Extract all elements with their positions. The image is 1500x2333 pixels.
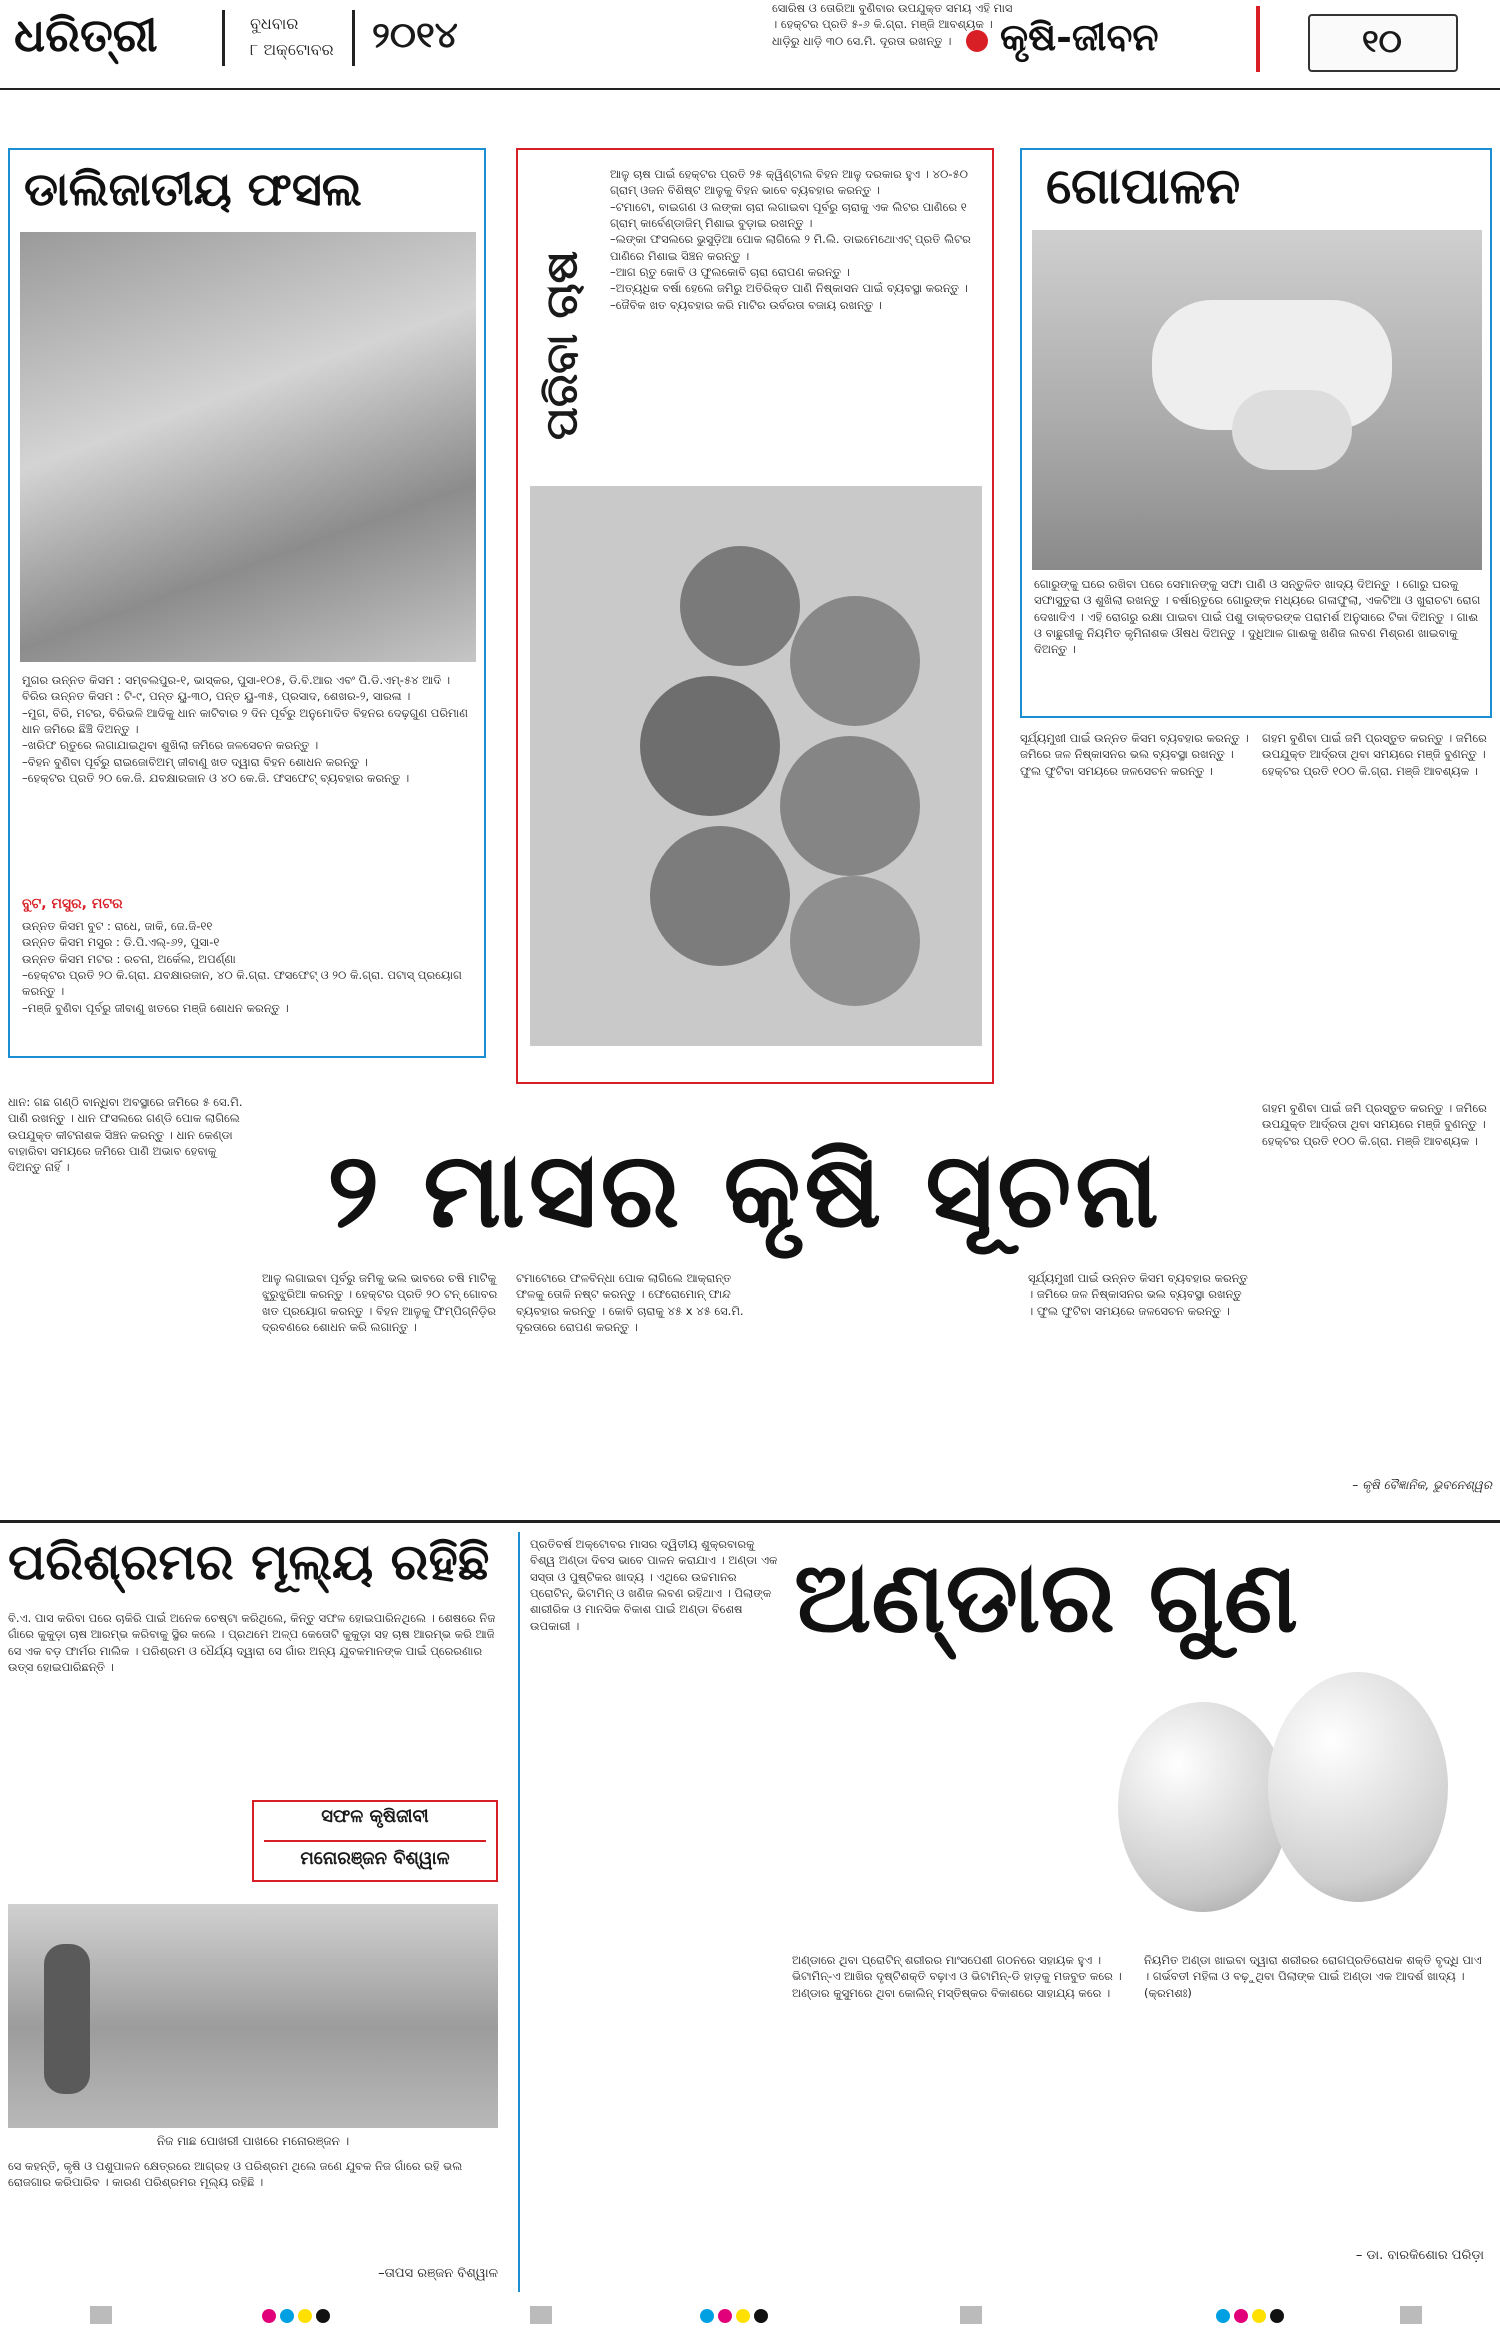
egg-body-2: ଅଣ୍ଡାରେ ଥିବା ପ୍ରୋଟିନ୍ ଶରୀରର ମାଂସପେଶୀ ଗଠନରେ ସହାୟକ ହୁଏ । ଭିଟାମିନ୍-ଏ ଆଖିର ଦୃଷ୍ଟିଶକ୍ତି ବଢ଼ାଏ ଓ ଭିଟାମିନ୍-ଡି ହାଡ଼କୁ ମଜବୁତ କରେ । ଅଣ୍ଡାର କୁସୁମରେ ଥିବା କୋଲିନ୍ ମସ୍ତିଷ୍କର ବିକାଶରେ ସାହାଯ୍ୟ କରେ । — [792, 1953, 1126, 2000]
masthead-date: ୮ ଅକ୍ଟୋବର — [250, 40, 334, 59]
banner-headline: ୨ ମାସର କୃଷି ସୂଚନା — [327, 1128, 1163, 1251]
pulse-article — [8, 148, 486, 1058]
labor-title: ପରିଶ୍ରମର ମୂଲ୍ୟ ରହିଛି — [8, 1532, 490, 1591]
info-col-1: ଧାନ: ଗଛ ଗଣ୍ଠି ବାନ୍ଧିବା ଅବସ୍ଥାରେ ଜମିରେ ୫ ସେ.ମି. ପାଣି ରଖନ୍ତୁ । ଧାନ ଫସଲରେ ଗଣ୍ଡି ପୋକ ଲାଗିଲେ ଉପଯୁକ୍ତ କୀଟନାଶକ ସିଞ୍ଚନ କରନ୍ତୁ । ଧାନ କେଣ୍ଡା ବାହାରିବା ସମୟରେ ଜମିରେ ପାଣି ଅଭାବ ହେବାକୁ ଦିଅନ୍ତୁ ନାହିଁ । — [8, 1095, 247, 1175]
info-col-5: ସୂର୍ଯ୍ୟମୁଖୀ ପାଇଁ ଉନ୍ନତ କିସମ ବ୍ୟବହାର କରନ୍ତୁ । ଜମିରେ ଜଳ ନିଷ୍କାସନର ଭଲ ବ୍ୟବସ୍ଥା ରଖନ୍ତୁ । ଫୁଲ ଫୁଟିବା ସମୟରେ ଜଳସେଚନ କରନ୍ତୁ । — [1020, 731, 1253, 778]
farmer-photo — [8, 1904, 498, 2128]
labor-article — [8, 1532, 508, 2292]
egg-article — [518, 1532, 1492, 2292]
pulse-subhead: ବୁଟ, ମସୁର, ମଟର — [22, 896, 123, 912]
cattle-article — [1020, 148, 1492, 718]
labor-credit: –ତାପସ ରଞ୍ଜନ ବିଶ୍ୱାଳ — [378, 2266, 498, 2281]
cattle-title: ଗୋପାଳନ — [1046, 156, 1241, 215]
farmer-name: ମନୋରଞ୍ଜନ ବିଶ୍ୱାଳ — [300, 1848, 450, 1869]
pulse-title: ଡାଲିଜାତୀୟ ଫସଲ — [24, 162, 362, 216]
egg-credit: – ଡା. ବାରକିଶୋର ପରିଡ଼ା — [1355, 2248, 1484, 2263]
farmer-photo-caption: ନିଜ ମାଛ ପୋଖରୀ ପାଖରେ ମନୋରଞ୍ଜନ । — [156, 2134, 350, 2148]
vegetable-body: ଆଳୁ ଚାଷ ପାଇଁ ହେକ୍ଟର ପ୍ରତି ୨୫ କ୍ୱିଣ୍ଟାଲ ବିହନ ଆଳୁ ଦରକାର ହୁଏ । ୪୦-୫୦ ଗ୍ରାମ୍ ଓଜନ ବିଶିଷ୍ଟ ଆଳୁକୁ ବିହନ ଭାବେ ବ୍ୟବହାର କରନ୍ତୁ । –ଟମାଟୋ, ବାଇଗଣ ଓ ଲଙ୍କା ଚାରା ଲଗାଇବା ପୂର୍ବରୁ ଚାରାକୁ ଏକ ଲିଟର ପାଣିରେ ୧ ଗ୍ରାମ୍ କାର୍ବେଣ୍ଡାଜିମ୍ ମିଶାଇ ବୁଡ଼ାଇ ରଖନ୍ତୁ । –ଲଙ୍କା ଫସଲରେ ଭୁସୁଡ଼ିଆ ପୋକ ଲାଗିଲେ ୨ ମି.ଲି. ଡାଇମେଥୋଏଟ୍ ପ୍ରତି ଲିଟର ପାଣିରେ ମିଶାଇ ସିଞ୍ଚନ କରନ୍ତୁ । –ଆଗ ଋତୁ କୋବି ଓ ଫୁଲକୋବି ଚାରା ରୋପଣ କରନ୍ତୁ । –ଅତ୍ୟଧିକ ବର୍ଷା ହେଲେ ଜମିରୁ ଅତିରିକ୍ତ ପାଣି ନିଷ୍କାସନ ପାଇଁ ବ୍ୟବସ୍ଥା କରନ୍ତୁ । –ଜୈବିକ ଖତ ବ୍ୟବହାର କରି ମାଟିର ଉର୍ବରତା ବଜାୟ ରଖନ୍ତୁ । — [610, 167, 971, 312]
info-credit: – କୃଷି ବୈଜ୍ଞାନିକ, ଭୁବନେଶ୍ୱର — [1352, 1478, 1492, 1492]
registration-marks — [0, 2300, 1500, 2330]
section-name: କୃଷି-ଜୀବନ — [1000, 14, 1159, 59]
info-col-4: ସୋରିଷ ଓ ତୋରିଆ ବୁଣିବାର ଉପଯୁକ୍ତ ସମୟ ଏହି ମାସ । ହେକ୍ଟର ପ୍ରତି ୫-୬ କି.ଗ୍ରା. ମଞ୍ଜି ଆବଶ୍ୟକ । ଧାଡ଼ିରୁ ଧାଡ଼ି ୩୦ ସେ.ମି. ଦୂରତା ରଖନ୍ତୁ । — [772, 1, 1016, 48]
egg-photo — [1098, 1662, 1478, 1912]
info-col-6b: ଗହମ ବୁଣିବା ପାଇଁ ଜମି ପ୍ରସ୍ତୁତ କରନ୍ତୁ । ଜମିରେ ଉପଯୁକ୍ତ ଆର୍ଦ୍ରତା ଥିବା ସମୟରେ ମଞ୍ଜି ବୁଣନ୍ତୁ । ହେକ୍ଟର ପ୍ରତି ୧୦୦ କି.ଗ୍ରା. ମଞ୍ଜି ଆବଶ୍ୟକ । — [1262, 1101, 1491, 1148]
farmer-box — [252, 1800, 498, 1882]
info-col-2: ଆଳୁ ଲଗାଇବା ପୂର୍ବରୁ ଜମିକୁ ଭଲ ଭାବରେ ଚଷି ମାଟିକୁ ଝୁରୁଝୁରିଆ କରନ୍ତୁ । ହେକ୍ଟର ପ୍ରତି ୨୦ ଟନ୍ ଗୋବର ଖତ ପ୍ରୟୋଗ କରନ୍ତୁ । ବିହନ ଆଳୁକୁ ଫିମ୍ପିଗ୍ନିଡ଼ିର ଦ୍ରବଣରେ ଶୋଧନ କରି ଲଗାନ୍ତୁ । — [262, 1271, 501, 1334]
farmer-box-label: ସଫଳ କୃଷିଜୀବୀ — [321, 1806, 429, 1827]
paper-name: ଧରିତ୍ରୀ — [14, 8, 158, 62]
masthead-day: ବୁଧବାର — [250, 14, 299, 33]
masthead-year: ୨୦୧୪ — [372, 14, 458, 56]
egg-body: ପ୍ରତିବର୍ଷ ଅକ୍ଟୋବର ମାସର ଦ୍ୱିତୀୟ ଶୁକ୍ରବାରକୁ ବିଶ୍ୱ ଅଣ୍ଡା ଦିବସ ଭାବେ ପାଳନ କରାଯାଏ । ଅଣ୍ଡା ଏକ ସସ୍ତା ଓ ପୁଷ୍ଟିକର ଖାଦ୍ୟ । ଏଥିରେ ଉଚ୍ଚମାନର ପ୍ରୋଟିନ୍, ଭିଟାମିନ୍ ଓ ଖଣିଜ ଲବଣ ରହିଥାଏ । ପିଲାଙ୍କ ଶାରୀରିକ ଓ ମାନସିକ ବିକାଶ ପାଇଁ ଅଣ୍ଡା ବିଶେଷ ଉପକାରୀ । — [530, 1537, 782, 1633]
labor-body: ବି.ଏ. ପାସ କରିବା ପରେ ଚାକିରି ପାଇଁ ଅନେକ ଚେଷ୍ଟା କରିଥିଲେ, କିନ୍ତୁ ସଫଳ ହୋଇପାରିନଥିଲେ । ଶେଷରେ ନିଜ ଗାଁରେ କୁକୁଡ଼ା ଚାଷ ଆରମ୍ଭ କରିବାକୁ ସ୍ଥିର କଲେ । ପ୍ରଥମେ ଅଳ୍ପ କେତୋଟି କୁକୁଡ଼ା ସହ ଚାଷ ଆରମ୍ଭ କରି ଆଜି ସେ ଏକ ବଡ଼ ଫାର୍ମର ମାଲିକ । ପରିଶ୍ରମ ଓ ଧୈର୍ଯ୍ୟ ଦ୍ୱାରା ସେ ଗାଁର ଅନ୍ୟ ଯୁବକମାନଙ୍କ ପାଇଁ ପ୍ରେରଣାର ଉତ୍ସ ହୋଇପାରିଛନ୍ତି । — [8, 1611, 499, 1674]
tomato-photo — [530, 486, 982, 1046]
pulse-body: ମୁଗର ଉନ୍ନତ କିସମ : ସମ୍ବଲପୁର-୧, ଭାସ୍କର, ପୁସା-୧୦୫, ଡି.ବି.ଆର ଏବଂ ପି.ଡି.ଏମ୍-୫୪ ଆଦି । ବିରିର ଉନ୍ନତ କିସମ : ଟି-୯, ପନ୍ତ ୟୁ-୩୦, ପନ୍ତ ୟୁ-୩୫, ପ୍ରସାଦ, ଶେଖର-୨, ସାରଳା । –ମୁଗ, ବିରି, ମଟର, ବିରିଭଳି ଆଦିକୁ ଧାନ କାଟିବାର ୨ ଦିନ ପୂର୍ବରୁ ଅନୁମୋଦିତ ବିହନର ଦେଢ଼ଗୁଣ ପରିମାଣ ଧାନ ଜମିରେ ଛିଞ୍ଚି ଦିଅନ୍ତୁ । –ଖରିଫ ଋତୁରେ ଲଗାଯାଇଥିବା ଶୁଖିଲା ଜମିରେ ଜଳସେଚନ କରନ୍ତୁ । –ବିହନ ବୁଣିବା ପୂର୍ବରୁ ରାଇଜୋବିଅମ୍ ଜୀବାଣୁ ଖତ ଦ୍ୱାରା ବିହନ ଶୋଧନ କରନ୍ତୁ । –ହେକ୍ଟର ପ୍ରତି ୨୦ କେ.ଜି. ଯବକ୍ଷାରଜାନ ଓ ୪୦ କେ.ଜି. ଫସଫେଟ୍ ବ୍ୟବହାର କରନ୍ତୁ । — [22, 673, 468, 785]
info-col-3: ଟମାଟୋରେ ଫଳବିନ୍ଧା ପୋକ ଲାଗିଲେ ଆକ୍ରାନ୍ତ ଫଳକୁ ତୋଳି ନଷ୍ଟ କରନ୍ତୁ । ଫେରୋମୋନ୍ ଫାନ୍ଦ ବ୍ୟବହାର କରନ୍ତୁ । କୋବି ଚାରାକୁ ୪୫ x ୪୫ ସେ.ମି. ଦୂରତାରେ ରୋପଣ କରନ୍ତୁ । — [516, 1271, 748, 1334]
section-divider — [0, 1520, 1500, 1523]
page-number: ୧୦ — [1362, 22, 1402, 60]
page-number-box — [1308, 14, 1458, 72]
labor-body-2: ସେ କହନ୍ତି, କୃଷି ଓ ପଶୁପାଳନ କ୍ଷେତ୍ରରେ ଆଗ୍ରହ ଓ ପରିଶ୍ରମ ଥିଲେ ଜଣେ ଯୁବକ ନିଜ ଗାଁରେ ରହି ଭଲ ରୋଜଗାର କରିପାରିବ । କାରଣ ପରିଶ୍ରମର ମୂଲ୍ୟ ରହିଛି । — [8, 2159, 466, 2190]
egg-body-3: ନିୟମିତ ଅଣ୍ଡା ଖାଇବା ଦ୍ୱାରା ଶରୀରର ରୋଗପ୍ରତିରୋଧକ ଶକ୍ତି ବୃଦ୍ଧି ପାଏ । ଗର୍ଭବତୀ ମହିଳା ଓ ବଢ଼ୁଥିବା ପିଲାଙ୍କ ପାଇଁ ଅଣ୍ଡା ଏକ ଆଦର୍ଶ ଖାଦ୍ୟ । (କ୍ରମଶଃ) — [1144, 1953, 1486, 2000]
cattle-body: ଗୋରୁଙ୍କୁ ଘରେ ରଖିବା ପରେ ସେମାନଙ୍କୁ ସଫା ପାଣି ଓ ସନ୍ତୁଳିତ ଖାଦ୍ୟ ଦିଅନ୍ତୁ । ଗୋରୁ ଘରକୁ ସଫାସୁତୁରା ଓ ଶୁଖିଲା ରଖନ୍ତୁ । ବର୍ଷାଋତୁରେ ଗୋରୁଙ୍କ ମଧ୍ୟରେ ଗଳାଫୁଲା, ଏକଟିଆ ଓ ଖୁରାଚଟା ରୋଗ ଦେଖାଦିଏ । ଏହି ରୋଗରୁ ରକ୍ଷା ପାଇବା ପାଇଁ ପଶୁ ଡାକ୍ତରଙ୍କ ପରାମର୍ଶ ଅନୁସାରେ ଟିକା ଦିଅନ୍ତୁ । ଗାଈ ଓ ବାଛୁରୀକୁ ନିୟମିତ କୃମିନାଶକ ଔଷଧ ଦିଅନ୍ତୁ । ଦୁଧିଆଳ ଗାଈକୁ ଖଣିଜ ଲବଣ ମିଶ୍ରଣ ଖାଇବାକୁ ଦିଅନ୍ତୁ । — [1034, 577, 1485, 657]
info-col-6: ଗହମ ବୁଣିବା ପାଇଁ ଜମି ପ୍ରସ୍ତୁତ କରନ୍ତୁ । ଜମିରେ ଉପଯୁକ୍ତ ଆର୍ଦ୍ରତା ଥିବା ସମୟରେ ମଞ୍ଜି ବୁଣନ୍ତୁ । ହେକ୍ଟର ପ୍ରତି ୧୦୦ କି.ଗ୍ରା. ମଞ୍ଜି ଆବଶ୍ୟକ । — [1262, 731, 1491, 778]
pulse-body-2: ଉନ୍ନତ କିସମ ବୁଟ : ରାଧେ, ଜାକି, ଜେ.ଜି-୧୧ ଉନ୍ନତ କିସମ ମସୁର : ଡି.ପି.ଏଲ୍-୬୨, ପୁସା-୧ ଉନ୍ନତ କିସମ ମଟର : ରଚନା, ଅର୍କେଲ, ଅପର୍ଣ୍ଣା –ହେକ୍ଟର ପ୍ରତି ୨୦ କି.ଗ୍ରା. ଯବକ୍ଷାରଜାନ, ୪୦ କି.ଗ୍ରା. ଫସଫେଟ୍ ଓ ୨୦ କି.ଗ୍ରା. ପଟାସ୍ ପ୍ରୟୋଗ କରନ୍ତୁ । –ମଞ୍ଜି ବୁଣିବା ପୂର୍ବରୁ ଜୀବାଣୁ ଖତରେ ମଞ୍ଜି ଶୋଧନ କରନ୍ତୁ । — [22, 919, 462, 1015]
egg-title: ଅଣ୍ଡାର ଗୁଣ — [794, 1540, 1299, 1655]
info-col-4b: ସୂର୍ଯ୍ୟମୁଖୀ ପାଇଁ ଉନ୍ନତ କିସମ ବ୍ୟବହାର କରନ୍ତୁ । ଜମିରେ ଜଳ ନିଷ୍କାସନର ଭଲ ବ୍ୟବସ୍ଥା ରଖନ୍ତୁ । ଫୁଲ ଫୁଟିବା ସମୟରେ ଜଳସେଚନ କରନ୍ତୁ । — [1028, 1271, 1252, 1318]
pulse-crop-photo — [20, 232, 476, 662]
cattle-photo — [1032, 230, 1482, 570]
vegetable-title: ପରିବା ଚାଷ — [536, 250, 588, 441]
masthead — [0, 0, 1500, 98]
vegetable-article — [516, 148, 994, 1084]
